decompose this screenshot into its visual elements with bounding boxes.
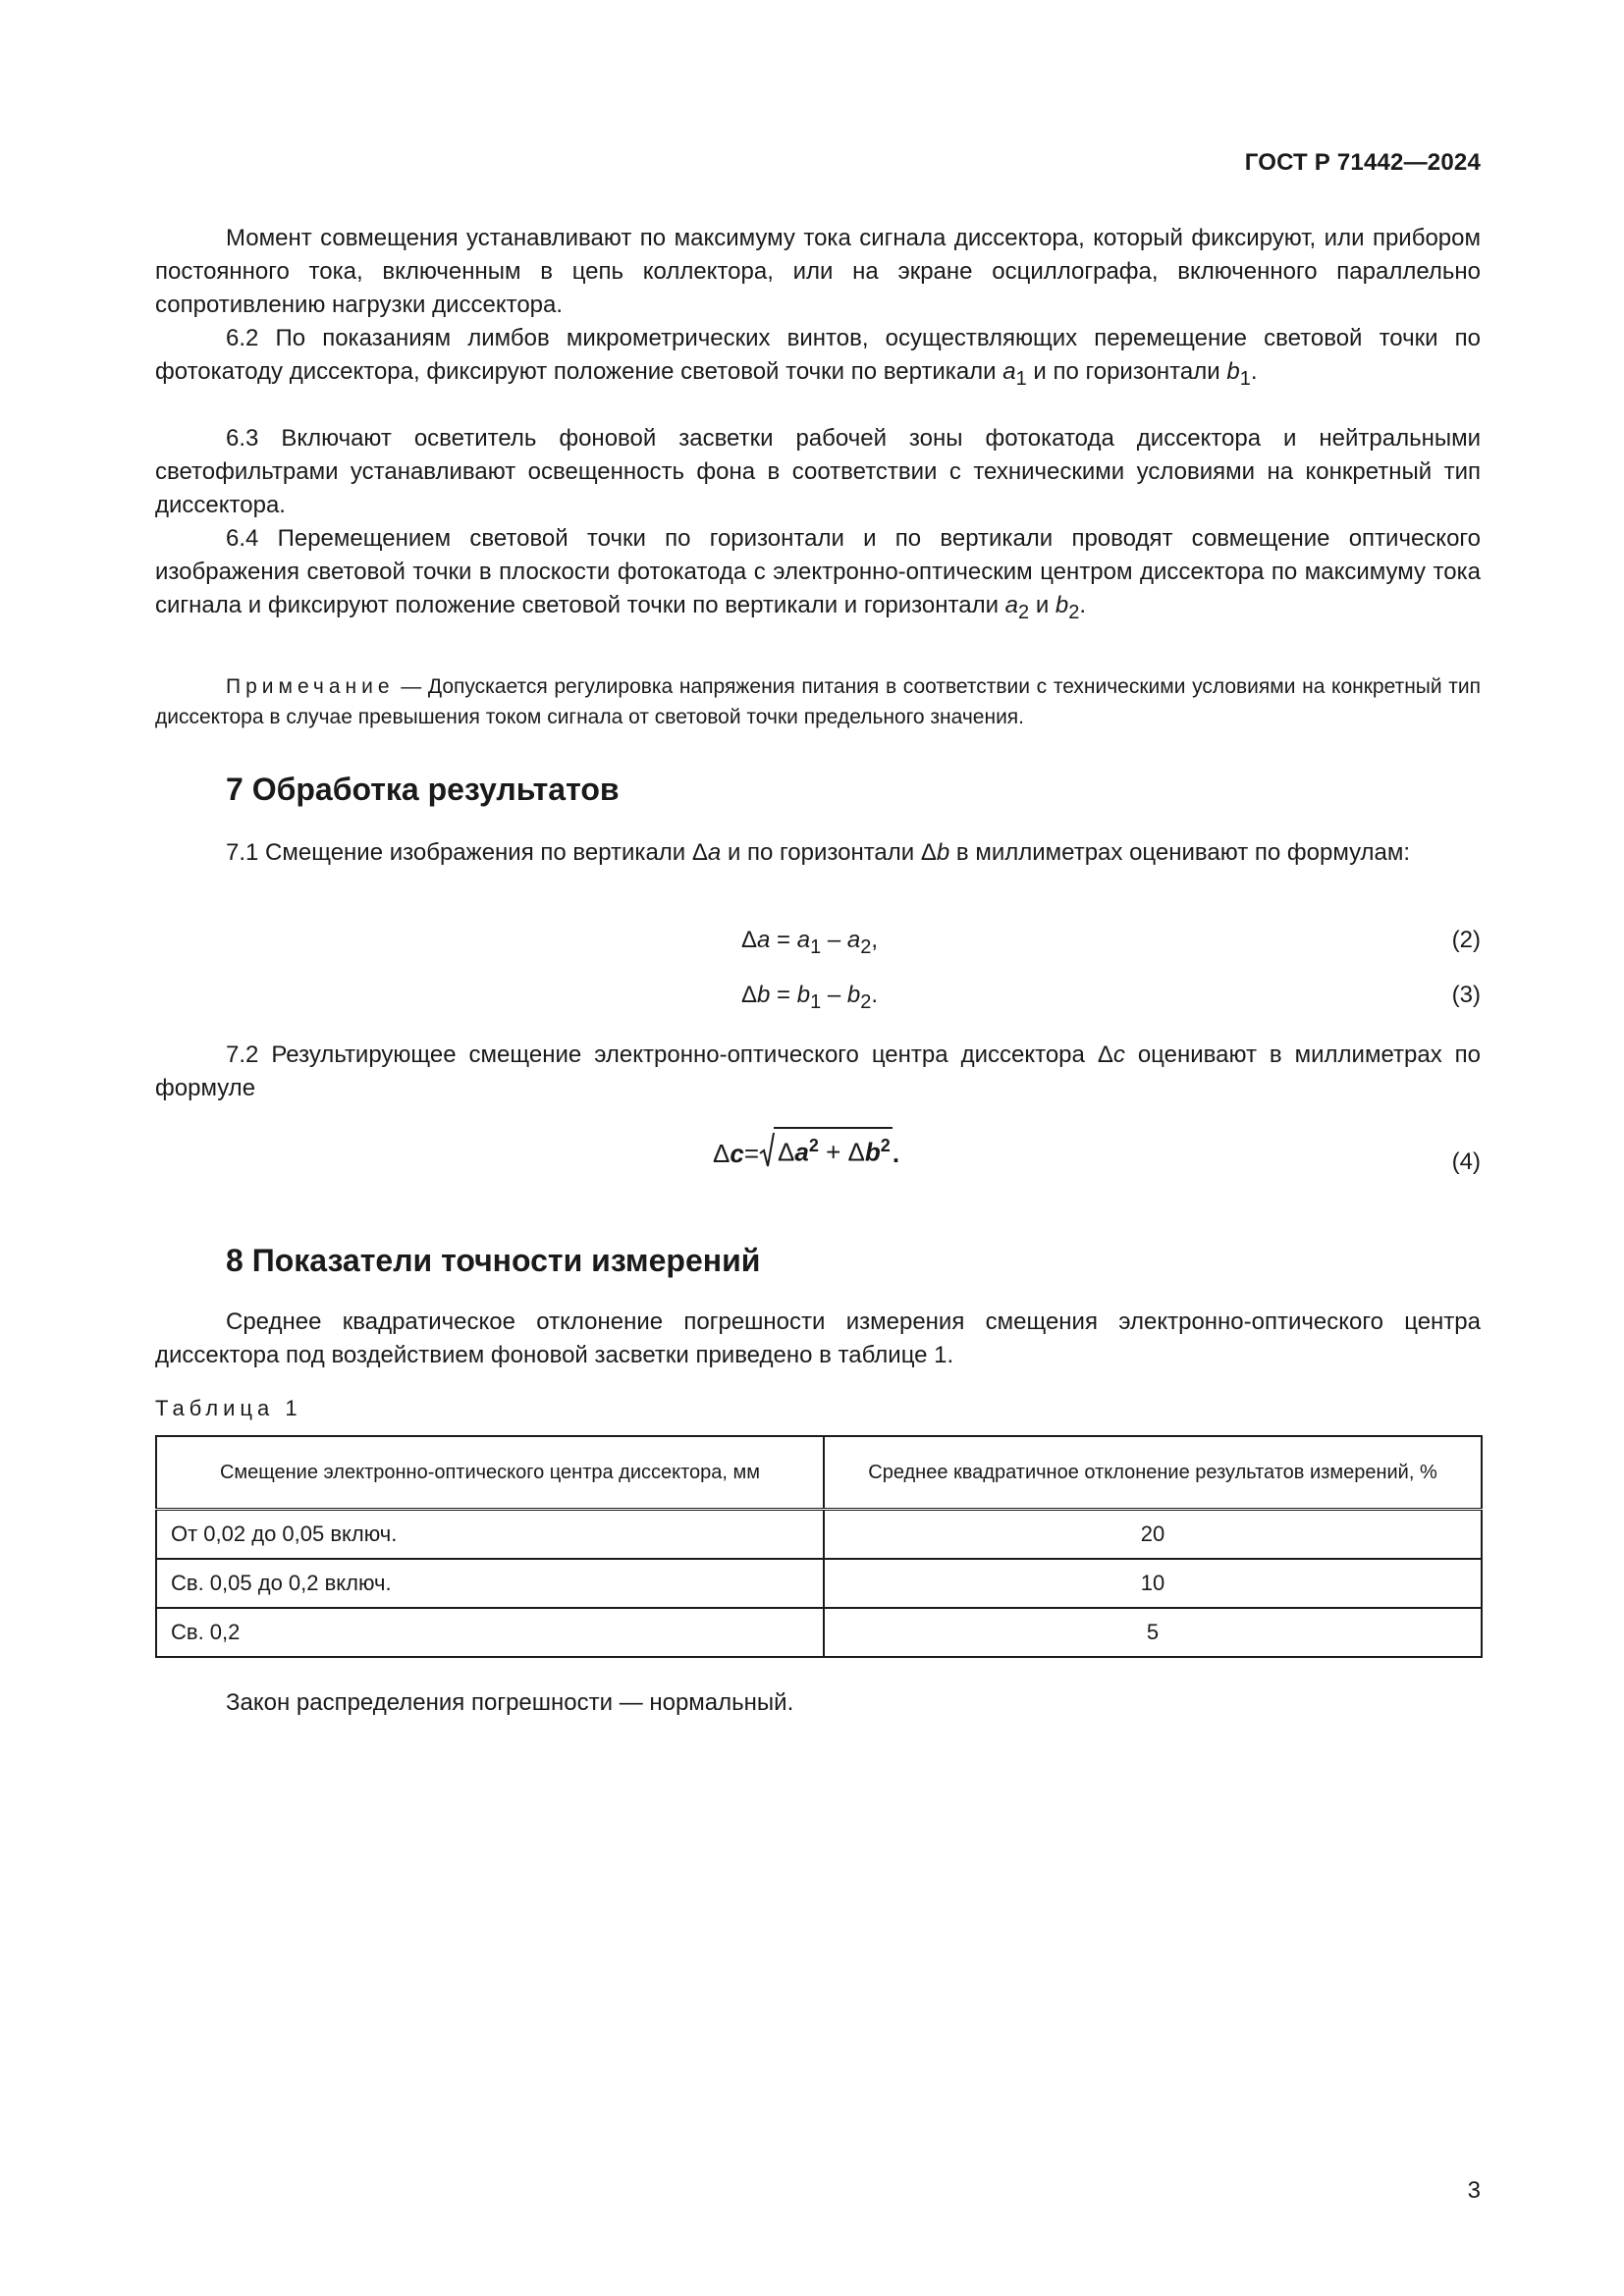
table-cell-value: 20 [824,1510,1482,1560]
paragraph-6-3: 6.3 Включают осветитель фоновой засветки рабочей зоны фотокатода диссектора и нейтральными светофильтрами устанавливают освещенность фона в соответствии с техническими условиями на конкретный тип диссектора. [155,425,1481,518]
paragraph-8-intro: Среднее квадратическое отклонение погрешности измерения смещения электронно-оптического центра диссектора под воздействием фоновой засветки приведено в таблице 1. [155,1308,1481,1368]
radicand: $\Delta a^2 + \Delta b^2$ [774,1127,893,1169]
paragraph-6-4: 6.4 Перемещением световой точки по горизонтали и по вертикали проводят совмещение оптического изображения световой точки в плоскости фотокатода с электронно-оптическим центром диссектора по максимуму тока сигнала и фиксируют положение световой точки по вертикали и горизонтали $a_2$ и $b_2$. [155,525,1481,623]
equation-number-3: (3) [1451,982,1481,1008]
paragraph-6-2: 6.2 По показаниям лимбов микрометрических винтов, осуществляющих перемещение световой точки по фотокатоду диссектора, фиксируют положение световой точки по вертикали $a_1$ и по горизонтали $b_1$. [155,325,1481,390]
formula-2: $\Delta a = a_1 - a_2$, [741,927,879,958]
table-cell-range: Св. 0,05 до 0,2 включ. [156,1559,824,1608]
table-header-displacement: Смещение электронно-оптического центра диссектора, мм [156,1436,824,1510]
formula-3: $\Delta b = b_1 - b_2$. [741,982,879,1013]
table-cell-range: Св. 0,2 [156,1608,824,1657]
table-cell-range: От 0,02 до 0,05 включ. [156,1510,824,1560]
table-header-deviation: Среднее квадратичное отклонение результатов измерений, % [824,1436,1482,1510]
table-row [156,1559,1482,1608]
table-row [156,1510,1482,1560]
paragraph-7-1: 7.1 Смещение изображения по вертикали Δa и по горизонтали Δb в миллиметрах оценивают по формулам: [226,839,1411,866]
note: Примечание — Допускается регулировка напряжения питания в соответствии с техническими условиями на конкретный тип диссектора в случае превышения током сигнала от световой точки предельного значения. [155,675,1481,728]
paragraph-7-2: 7.2 Результирующее смещение электронно-оптического центра диссектора Δc оценивают в миллиметрах по формуле [155,1041,1482,1101]
paragraph-distribution-law: Закон распределения погрешности — нормальный. [226,1689,794,1716]
table-row [156,1608,1482,1657]
equation-number-2: (2) [1451,927,1481,953]
formula-4: Δ c = $\Delta a^2 + \Delta b^2$ . [713,1127,899,1169]
table-cell-value: 5 [824,1608,1482,1657]
section-8-heading: 8 Показатели точности измерений [226,1243,761,1278]
radical-sign [759,1132,775,1169]
note-label: Примечание [226,675,395,698]
table-header-row [156,1436,1482,1510]
equation-number-4: (4) [1451,1148,1481,1175]
section-7-heading: 7 Обработка результатов [226,772,620,807]
accuracy-table [155,1435,1483,1658]
table-caption: Таблица 1 [155,1396,302,1420]
table-cell-value: 10 [824,1559,1482,1608]
page-number: 3 [1467,2177,1481,2204]
document-id: ГОСТ Р 71442—2024 [1244,149,1481,176]
paragraph-moment: Момент совмещения устанавливают по максимуму тока сигнала диссектора, который фиксируют, или прибором постоянного тока, включенным в цепь коллектора, или на экране осциллографа, включенного параллельно сопротивлению нагрузки диссектора. [155,225,1481,318]
